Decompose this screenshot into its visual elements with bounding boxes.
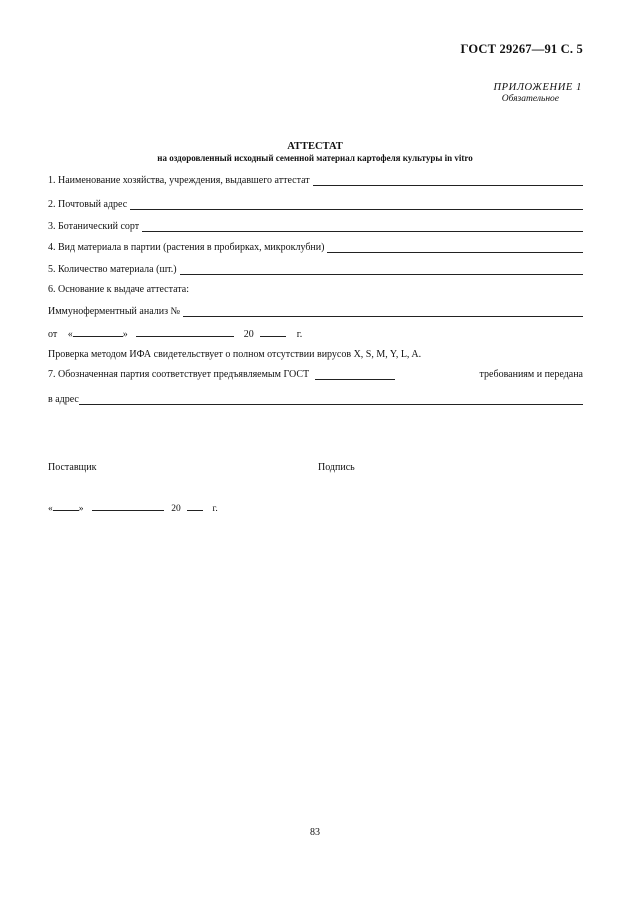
sign-month-blank[interactable] xyxy=(92,500,164,511)
field-material-type-blank[interactable] xyxy=(327,241,583,253)
elisa-label: Иммуноферментный анализ № xyxy=(48,306,181,317)
basis-heading: 6. Основание к выдаче аттестата: xyxy=(48,284,190,295)
month-blank[interactable] xyxy=(136,326,234,337)
field-label: 4. Вид материала в партии (растения в пробирках, микроклубни) xyxy=(48,242,325,253)
field-organization xyxy=(48,172,583,186)
field-material-quantity-blank[interactable] xyxy=(180,263,583,275)
day-blank[interactable] xyxy=(73,326,123,337)
elisa-conclusion xyxy=(48,349,583,360)
field-botanical-variety-blank[interactable] xyxy=(142,220,583,232)
field-label: 2. Почтовый адрес xyxy=(48,199,128,210)
field-elisa-number xyxy=(48,303,583,317)
document-header: ГОСТ 29267—91 С. 5 xyxy=(460,42,583,56)
appendix-title: ПРИЛОЖЕНИЕ 1 xyxy=(493,82,582,93)
quote-open: « xyxy=(67,329,73,340)
field-recipient-address xyxy=(48,391,583,405)
item7-line xyxy=(48,369,583,380)
field-label: 1. Наименование хозяйства, учреждения, выдавшего аттестат xyxy=(48,175,310,186)
field-material-quantity xyxy=(48,261,583,275)
field-botanical-variety xyxy=(48,218,583,232)
field-organization-blank[interactable] xyxy=(313,174,583,186)
field-postal-address-blank[interactable] xyxy=(130,198,583,210)
year-blank[interactable] xyxy=(260,326,286,337)
quote-close: » xyxy=(122,329,128,340)
recipient-address-blank[interactable] xyxy=(79,393,583,405)
gost-number-blank[interactable] xyxy=(315,369,395,380)
sign-year-suffix: г. xyxy=(212,504,218,514)
signature-date-line xyxy=(48,500,218,514)
item7-middle: требованиям и передана xyxy=(479,369,583,380)
date-prefix: от xyxy=(48,329,58,340)
field-label: 3. Ботанический сорт xyxy=(48,221,140,232)
signature-label: Подпись xyxy=(318,462,355,473)
supplier-label: Поставщик xyxy=(48,462,97,473)
sign-day-blank[interactable] xyxy=(53,500,79,511)
address-label: в адрес xyxy=(48,394,79,405)
page-number: 83 xyxy=(310,827,320,838)
quote-close: » xyxy=(78,504,84,514)
item7-start: 7. Обозначенная партия соответствует предъявляемым ГОСТ xyxy=(48,369,310,380)
elisa-number-blank[interactable] xyxy=(183,305,583,317)
certificate-subtitle: на оздоровленный исходный семенной материал картофеля культуры in vitro xyxy=(157,153,473,163)
field-label: 5. Количество материала (шт.) xyxy=(48,264,177,275)
year-prefix: 20 xyxy=(243,329,254,340)
analysis-date-line xyxy=(48,326,302,340)
conclusion-text: Проверка методом ИФА свидетельствует о полном отсутствии вирусов X, S, M, Y, L, A. xyxy=(48,349,422,360)
sign-year-blank[interactable] xyxy=(187,500,203,511)
year-suffix: г. xyxy=(296,329,303,340)
appendix-subtitle: Обязательное xyxy=(501,94,559,104)
sign-year-prefix: 20 xyxy=(171,504,181,514)
field-material-type xyxy=(48,239,583,253)
quote-open: « xyxy=(48,504,53,514)
certificate-title: АТТЕСТАТ xyxy=(287,141,343,152)
field-postal-address xyxy=(48,196,583,210)
